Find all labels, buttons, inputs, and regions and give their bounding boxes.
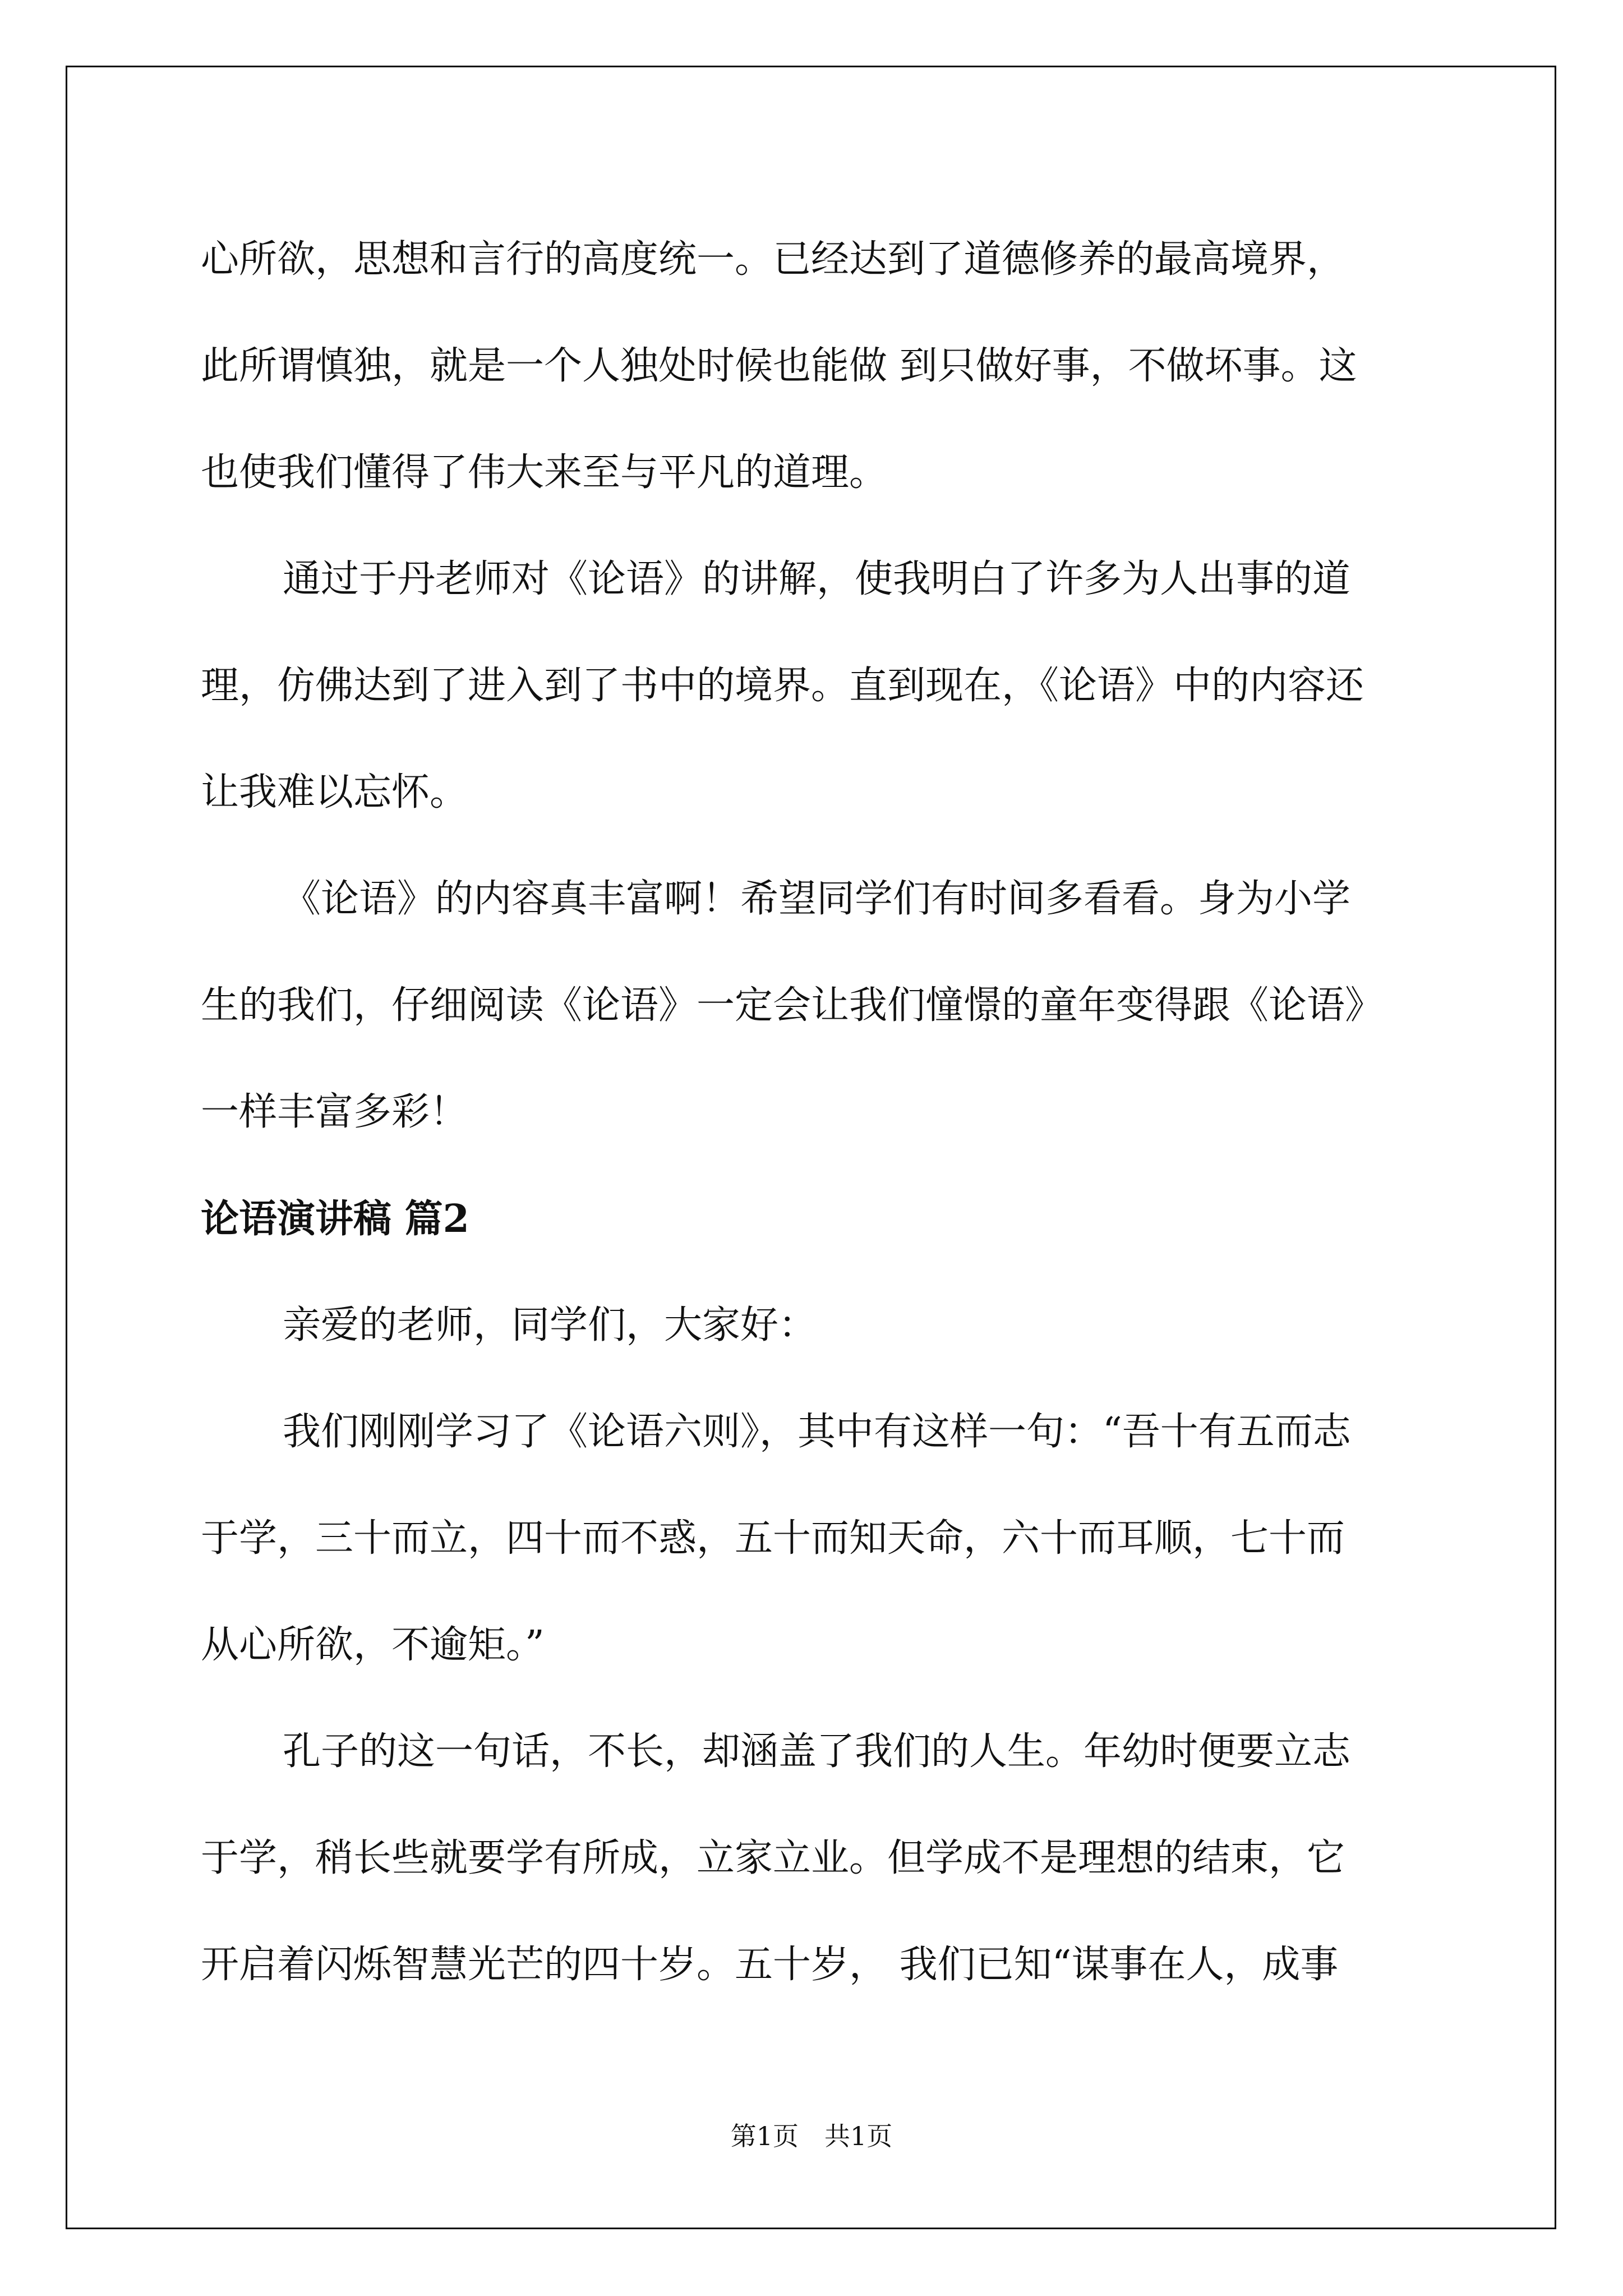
text-line: 理，仿佛达到了进入到了书中的境界。直到现在，《论语》中的内容还 xyxy=(201,664,1364,708)
text-line: 亲爱的老师，同学们，大家好： xyxy=(283,1303,817,1347)
document-body xyxy=(201,206,1463,2018)
paragraph xyxy=(201,1379,1463,1699)
text-line: 此所谓慎独，就是一个人独处时候也能做 到只做好事，不做坏事。这 xyxy=(201,344,1357,388)
text-line: 也使我们懂得了伟大来至与平凡的道理。 xyxy=(201,450,888,495)
text-line: 让我难以忘怀。 xyxy=(201,770,468,815)
paragraph xyxy=(201,1699,1463,2018)
section-title: 论语演讲稿 篇2 xyxy=(201,1197,469,1241)
paragraph xyxy=(201,526,1463,846)
text-line: 从心所欲，不逾矩。” xyxy=(201,1623,545,1667)
paragraph xyxy=(201,206,1463,526)
text-line: 于学，稍长些就要学有所成，立家立业。但学成不是理想的结束，它 xyxy=(201,1836,1345,1880)
text-line: 于学，三十而立，四十而不惑，五十而知天命，六十而耳顺，七十而 xyxy=(201,1516,1345,1561)
text-line: 我们刚刚学习了《论语六则》，其中有这样一句：“吾十有五而志 xyxy=(283,1410,1351,1454)
text-line: 心所欲，思想和言行的高度统一。已经达到了道德修养的最高境界， xyxy=(201,237,1345,282)
text-line: 开启着闪烁智慧光芒的四十岁。五十岁， 我们已知“谋事在人，成事 xyxy=(201,1943,1339,1987)
text-line: 一样丰富多彩！ xyxy=(201,1090,468,1134)
text-line: 孔子的这一句话，不长，却涵盖了我们的人生。年幼时便要立志 xyxy=(283,1729,1351,1774)
text-line: 通过于丹老师对《论语》的讲解，使我明白了许多为人出事的道 xyxy=(283,557,1351,601)
text-line: 生的我们，仔细阅读《论语》一定会让我们憧憬的童年变得跟《论语》 xyxy=(201,983,1384,1028)
paragraph xyxy=(201,846,1463,1166)
text-line: 《论语》的内容真丰富啊！希望同学们有时间多看看。身为小学 xyxy=(283,877,1351,921)
page-footer: 第1页 共1页 xyxy=(730,2121,893,2151)
paragraph xyxy=(201,1272,1463,1379)
